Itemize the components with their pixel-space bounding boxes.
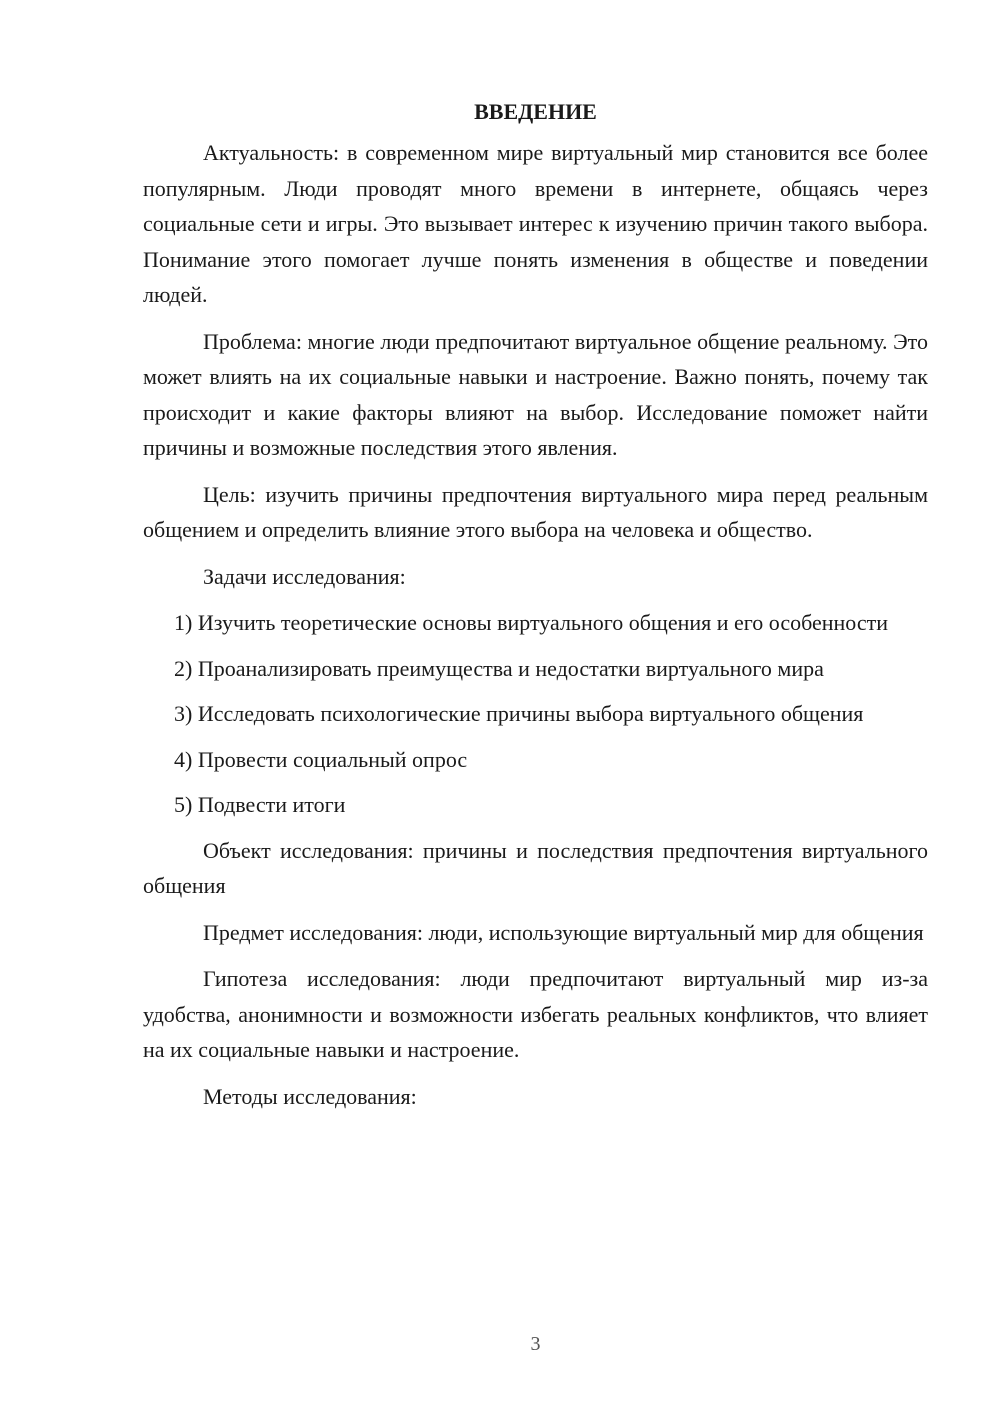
methods-heading: Методы исследования: — [203, 1083, 417, 1109]
task-item-5: 5) Подвести итоги — [174, 792, 346, 817]
object-paragraph: Объект исследования: причины и последствия предпочтения виртуального общения — [143, 837, 928, 898]
task-item-1: 1) Изучить теоретические основы виртуального общения и его особенности — [174, 610, 889, 635]
task-item-3: 3) Исследовать психологические причины выбора виртуального общения — [174, 701, 864, 726]
problem-paragraph: Проблема: многие люди предпочитают виртуальное общение реальному. Это может влиять на их социальные навыки и настроение. Важно понять, почему так происходит и какие факторы влияют на выбор. Исследование поможет найти причины и возможные последствия этого явления. — [143, 328, 928, 460]
goal-paragraph: Цель: изучить причины предпочтения виртуального мира перед реальным общением и определить влияние этого выбора на человека и общество. — [143, 481, 928, 542]
subject-paragraph: Предмет исследования: люди, использующие виртуальный мир для общения — [203, 919, 924, 945]
task-item-4: 4) Провести социальный опрос — [174, 746, 468, 772]
page-title: ВВЕДЕНИЕ — [474, 99, 597, 124]
relevance-paragraph: Актуальность: в современном мире виртуальный мир становится все более популярным. Люди проводят много времени в интернете, общаясь через социальные сети и игры. Это вызывает интерес к изучению причин такого выбора. Понимание этого помогает лучше понять изменения в обществе и поведении людей. — [143, 140, 928, 307]
page-content — [143, 94, 928, 1125]
task-item-2: 2) Проанализировать преимущества и недостатки виртуального мира — [174, 655, 824, 681]
hypothesis-paragraph: Гипотеза исследования: люди предпочитают виртуальный мир из-за удобства, анонимности и возможности избегать реальных конфликтов, что влияет на их социальные навыки и настроение. — [143, 966, 928, 1062]
page-number: 3 — [530, 1333, 541, 1355]
tasks-heading: Задачи исследования: — [203, 563, 406, 589]
